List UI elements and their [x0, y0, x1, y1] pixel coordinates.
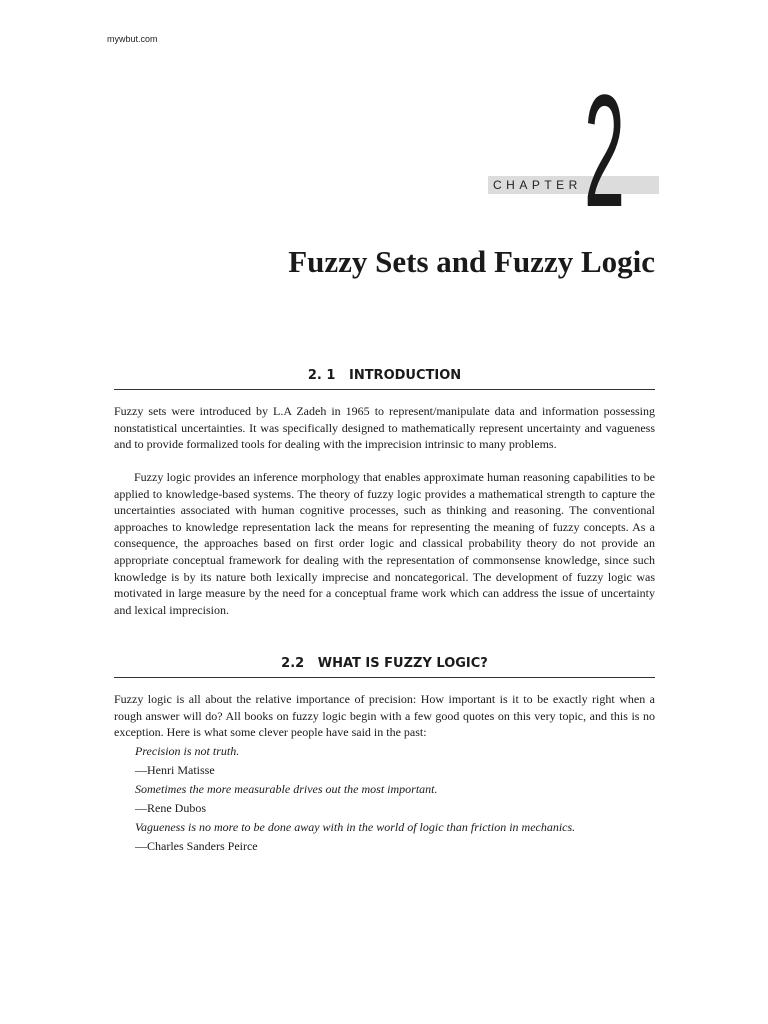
site-watermark: mywbut.com: [107, 34, 158, 44]
quote-text: Sometimes the more measurable drives out the most important.: [135, 782, 438, 796]
section-heading-what-is-fuzzy-logic: 2.2 WHAT IS FUZZY LOGIC?: [281, 656, 488, 671]
chapter-number: 2: [584, 61, 625, 240]
quote-author: —Charles Sanders Peirce: [135, 839, 258, 853]
section-rule: [114, 677, 655, 678]
quote-author: —Henri Matisse: [135, 763, 215, 777]
paragraph: Fuzzy sets were introduced by L.A Zadeh in 1965 to represent/manipulate data and information possessing nonstatistical uncertainties. It was specifically designed to mathematically represent uncertainty and vagueness and to provide formalized tools for dealing with the imprecision intrinsic to many problems.: [114, 404, 655, 452]
quote-text: Precision is not truth.: [135, 744, 240, 758]
chapter-title: Fuzzy Sets and Fuzzy Logic: [288, 244, 655, 279]
paragraph: Fuzzy logic is all about the relative importance of precision: How important is it to be exactly right when a rough answer will do? All books on fuzzy logic begin with a few good quotes on this very topic, and this is no exception. Here is what some clever people have said in the past:: [114, 692, 655, 740]
section-heading-introduction: 2. 1 INTRODUCTION: [307, 368, 462, 383]
chapter-label: CHAPTER: [493, 178, 582, 192]
quote-author: —Rene Dubos: [135, 801, 206, 815]
paragraph: Fuzzy logic provides an inference morphology that enables approximate human reasoning capabilities to be applied to knowledge-based systems. The theory of fuzzy logic provides a mathematical strength to capture the uncertainties associated with human cognitive processes, such as thinking and reasoning. The conventional approaches to knowledge representation lack the means for representing the meaning of fuzzy concepts. As a consequence, the approaches based on first order logic and classical probability theory do not provide an appropriate conceptual framework for dealing with the representation of commonsense knowledge, since such knowledge is by its nature both lexically imprecise and noncategorical. The development of fuzzy logic was motivated in large measure by the need for a conceptual frame work which can address the issue of uncertainty and lexical imprecision.: [114, 470, 655, 617]
section-rule: [114, 389, 655, 390]
quote-text: Vagueness is no more to be done away with in the world of logic than friction in mechanics.: [135, 820, 576, 834]
